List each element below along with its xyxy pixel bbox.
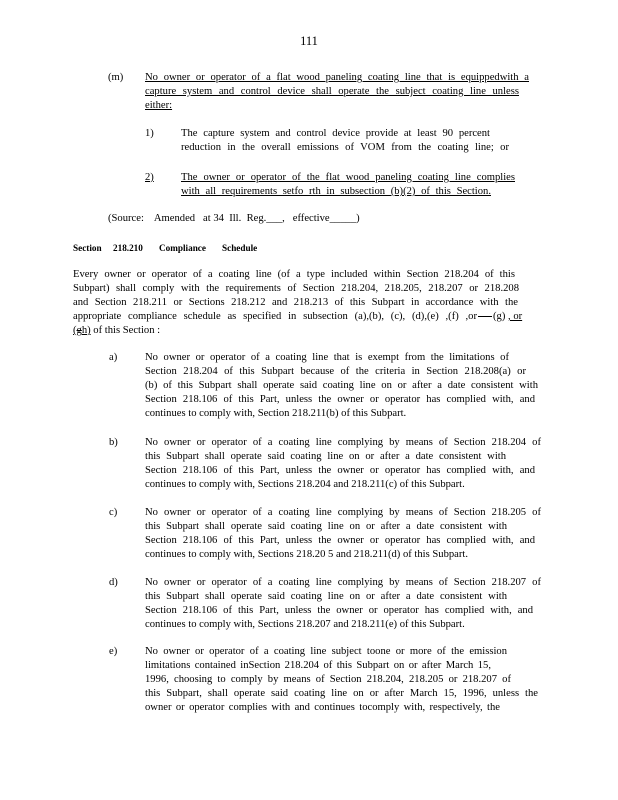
item-m-line-2: capture system and control device shall operate the subject coating line unless (145, 86, 519, 97)
item-e-line-3: 1996, choosing to comply by means of Section 218.204, 218.205 or 218.207 of (145, 674, 511, 685)
intro-line-5-close: h) (81, 325, 91, 336)
source-note: (Source: Amended at 34 Ill. Reg.___, effective_____) (108, 213, 360, 224)
intro-line-5-rest: of this Section : (90, 325, 161, 336)
item-b-line-1: No owner or operator of a coating line complying by means of Section 218.204 of (145, 437, 541, 448)
item-c-line-2: this Subpart shall operate said coating line on or after a date consistent with (145, 521, 507, 532)
item-m-sub1-label: 1) (145, 128, 154, 139)
intro-line-2: Subpart) shall comply with the requirements of Section 218.204, 218.205, 218.207 or 218.208 (73, 283, 519, 294)
intro-line-1: Every owner or operator of a coating line (of a type included within Section 218.204 of this (73, 269, 515, 280)
page-number: 111 (300, 34, 318, 48)
item-m-line-1: No owner or operator of a flat wood paneling coating line that is equippedwith a (145, 72, 529, 83)
item-m-sub2-line-2: with all requirements setfo rth in subsection (b)(2) of this Section. (181, 186, 491, 197)
section-label: Section (73, 243, 102, 253)
intro-line-4-after: (g) (493, 311, 509, 322)
item-a-line-5: continues to comply with, Section 218.211(b) of this Subpart. (145, 408, 407, 419)
item-c-label: c) (109, 507, 118, 518)
item-e-line-2: limitations contained inSection 218.204 of this Subpart on or after March 15, (145, 660, 491, 671)
item-a-line-3: (b) of this Subpart shall operate said coating line on or after a date consistent with (145, 380, 538, 391)
item-c-line-1: No owner or operator of a coating line complying by means of Section 218.205 of (145, 507, 541, 518)
item-a-line-4: Section 218.106 of this Part, unless the owner or operator has complied with, and (145, 394, 535, 405)
intro-line-3: and Section 218.211 or Sections 218.212 and 218.213 of this Subpart in accordance with the (73, 297, 518, 308)
intro-line-4 (73, 310, 522, 324)
item-e-line-1: No owner or operator of a coating line subject toone or more of the emission (145, 646, 507, 657)
intro-line-5-open: ( (73, 325, 77, 336)
intro-line-4-text: appropriate compliance schedule as specified in subsection (a),(b), (c), (d),(e) ,(f) ,or (73, 311, 477, 322)
item-m-label: (m) (108, 72, 124, 83)
intro-strike-dash (478, 316, 492, 317)
item-c-line-3: Section 218.106 of this Part, unless the owner or operator has complied with, and (145, 535, 535, 546)
item-e-line-5: owner or operator complies with and continues tocomply with, respectively, the (145, 702, 500, 713)
item-d-line-4: continues to comply with, Sections 218.207 and 218.211(e) of this Subpart. (145, 619, 465, 630)
item-b-label: b) (109, 437, 118, 448)
item-d-line-1: No owner or operator of a coating line complying by means of Section 218.207 of (145, 577, 541, 588)
item-a-label: a) (109, 352, 118, 363)
intro-line-5-strike: g (76, 325, 82, 336)
item-d-line-3: Section 218.106 of this Part, unless the owner or operator has complied with, and (145, 605, 533, 616)
item-m-sub2-line-1: The owner or operator of the flat wood paneling coating line complies (181, 172, 515, 183)
intro-line-4-underlined: , or (508, 311, 523, 322)
item-c-line-4: continues to comply with, Sections 218.20 5 and 218.211(d) of this Subpart. (145, 549, 468, 560)
section-title-word-1: Compliance (159, 243, 206, 253)
item-m-sub1-line-2: reduction in the overall emissions of VOM from the coating line; or (181, 142, 509, 153)
item-a-line-1: No owner or operator of a coating line that is exempt from the limitations of (145, 352, 509, 363)
item-d-label: d) (109, 577, 118, 588)
item-a-line-2: Section 218.204 of this Subpart because of the criteria in Section 218.208(a) or (145, 366, 526, 377)
item-m-line-3: either: (145, 100, 173, 111)
section-title-word-2: Schedule (222, 243, 258, 253)
item-b-line-4: continues to comply with, Sections 218.204 and 218.211(c) of this Subpart. (145, 479, 465, 490)
section-number: 218.210 (113, 243, 143, 253)
item-b-line-3: Section 218.106 of this Part, unless the owner or operator has complied with, and (145, 465, 535, 476)
item-e-label: e) (109, 646, 118, 657)
intro-line-5 (73, 324, 160, 338)
item-m-sub1-line-1: The capture system and control device provide at least 90 percent (181, 128, 490, 139)
item-d-line-2: this Subpart shall operate said coating line on or after a date consistent with (145, 591, 507, 602)
item-m-sub2-label: 2) (145, 172, 154, 183)
item-b-line-2: this Subpart shall operate said coating line on or after a date consistent with (145, 451, 506, 462)
item-e-line-4: this Subpart, shall operate said coating line on or after March 15, 1996, unless the (145, 688, 538, 699)
